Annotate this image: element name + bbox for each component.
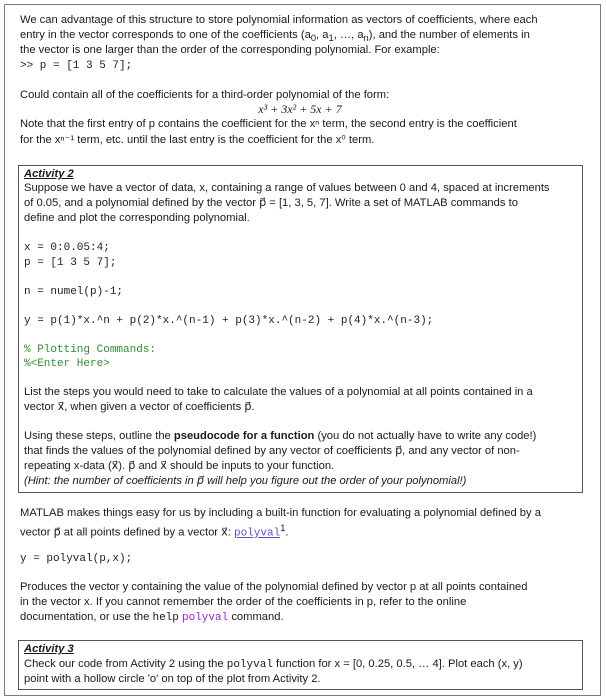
- hint-line: (Hint: the number of coefficients in p⃗ will help you figure out the order of your polynomial!): [24, 475, 467, 487]
- polyval-line-1: MATLAB makes things easy for us by including a built-in function for evaluating a polynomial defined by a: [20, 507, 541, 519]
- steps-line-1: List the steps you would need to take to calculate the values of a polynomial at all points contained in a: [24, 386, 533, 398]
- note-line-1: Note that the first entry of p contains the coefficient for the xⁿ term, the second entry is the coefficient: [20, 118, 517, 130]
- polyval-link[interactable]: polyval: [233, 527, 281, 540]
- polyval-code: y = polyval(p,x);: [20, 553, 133, 565]
- intro-line-1: We can advantage of this structure to store polynomial information as vectors of coefficients, where each: [20, 14, 538, 26]
- intro-line-3: the vector is one larger than the order of the corresponding polynomial. For example:: [20, 44, 440, 56]
- activity-2-desc-3: define and plot the corresponding polynomial.: [24, 212, 250, 224]
- code-line-x: x = 0:0.05:4;: [24, 242, 110, 254]
- code-comment-plotting: % Plotting Commands:: [24, 344, 157, 356]
- activity-2-desc-1: Suppose we have a vector of data, x, containing a range of values between 0 and 4, spaced at increments: [24, 182, 550, 194]
- third-order-line: Could contain all of the coefficients for a third-order polynomial of the form:: [20, 89, 390, 101]
- intro-line-2: entry in the vector corresponds to one of the coefficients ($a_0$, $a_1$, …, $a_n$), and the number of elements in: [20, 29, 530, 44]
- code-line-n: n = numel(p)-1;: [24, 286, 124, 298]
- note-line-2: for the xⁿ⁻¹ term, etc. until the last entry is the coefficient for the x⁰ term.: [20, 134, 375, 146]
- intro-code: >> p = [1 3 5 7];: [20, 60, 133, 72]
- polyval-line-2: vector p⃗ at all points defined by a vector x⃗: polyval$^1$.: [20, 523, 289, 540]
- polynomial-equation: x³ + 3x² + 5x + 7: [258, 102, 342, 116]
- activity-2-title: Activity 2: [24, 168, 74, 180]
- produces-line-1: Produces the vector y containing the value of the polynomial defined by vector p at all points contained: [20, 581, 528, 593]
- activity-3-title: Activity 3: [24, 643, 74, 655]
- pseudocode-line-2: that finds the values of the polynomial defined by any vector of coefficients p⃗, and any vector of non-: [24, 445, 520, 457]
- code-comment-enter: %<Enter Here>: [24, 358, 110, 370]
- pseudocode-line-3: repeating x-data (x⃗). p⃗ and x⃗ should be inputs to your function.: [24, 460, 335, 472]
- steps-line-2: vector x⃗, when given a vector of coefficients p⃗.: [24, 401, 255, 413]
- pseudocode-line-1: Using these steps, outline the pseudocode for a function (you do not actually have to write any code!): [24, 430, 537, 442]
- produces-line-3: documentation, or use the help polyval command.: [20, 611, 284, 624]
- code-line-p: p = [1 3 5 7];: [24, 257, 117, 269]
- produces-line-2: in the vector x. If you cannot remember the order of the coefficients in p, refer to the online: [20, 596, 467, 608]
- code-line-y: y = p(1)*x.^n + p(2)*x.^(n-1) + p(3)*x.^(n-2) + p(4)*x.^(n-3);: [24, 315, 434, 327]
- activity-2-desc-2: of 0.05, and a polynomial defined by the vector p⃗ = [1, 3, 5, 7]. Write a set of MATLAB commands to: [24, 197, 518, 209]
- activity-3-line-2: point with a hollow circle 'o' on top of the plot from Activity 2.: [24, 673, 321, 685]
- activity-3-line-1: Check our code from Activity 2 using the polyval function for x = [0, 0.25, 0.5, … 4]. Plot each (x, y): [24, 658, 523, 671]
